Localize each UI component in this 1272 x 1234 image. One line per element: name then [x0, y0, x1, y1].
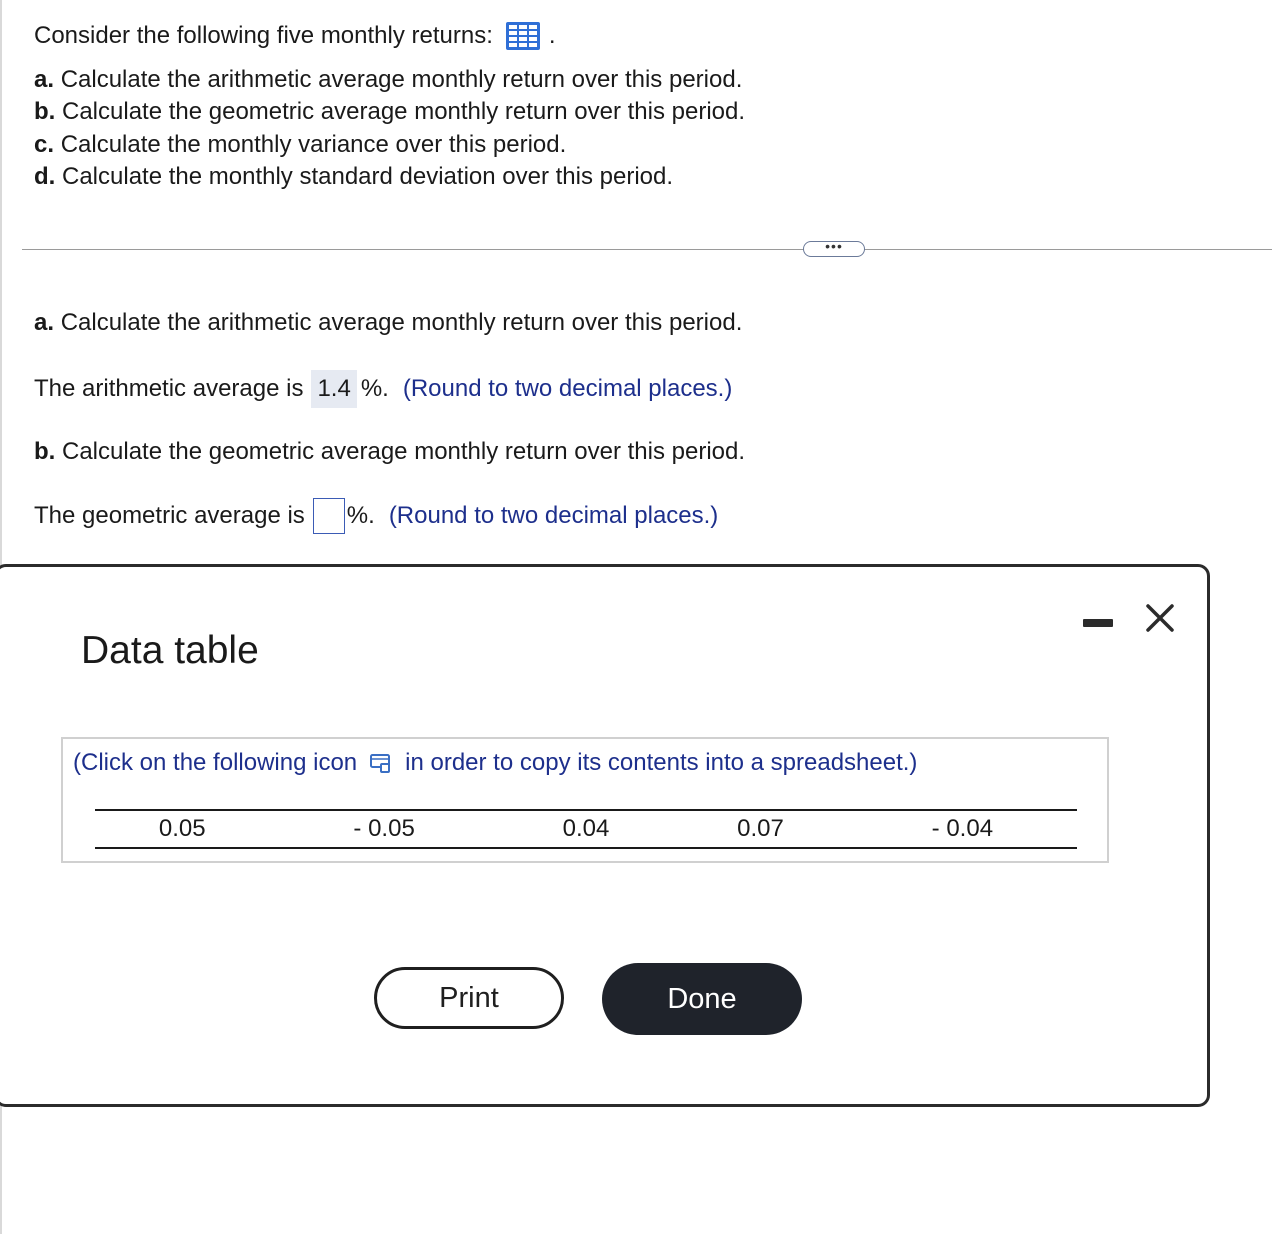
copy-hint [73, 749, 917, 777]
answer-a-prefix: The arithmetic average is [34, 375, 304, 402]
dialog-title: Data table [81, 629, 259, 672]
return-cell: 0.07 [673, 810, 848, 848]
answer-b-input[interactable] [313, 498, 345, 534]
question-intro [34, 20, 556, 52]
copy-hint-after: in order to copy its contents into a spreadsheet.) [405, 749, 918, 776]
minimize-icon[interactable] [1083, 619, 1113, 627]
answer-b-prefix: The geometric average is [34, 502, 305, 529]
answer-a-hint: (Round to two decimal places.) [402, 375, 733, 402]
question-part-b: b. Calculate the geometric average monthly return over this period. [34, 98, 746, 126]
close-icon[interactable] [1143, 601, 1177, 635]
question-intro-text: Consider the following five monthly returns: [34, 22, 493, 49]
answer-b-suffix: %. [346, 502, 375, 529]
answer-a-line [34, 370, 732, 408]
return-cell: - 0.04 [848, 810, 1077, 848]
answer-a-input[interactable]: 1.4 [311, 370, 356, 408]
question-parts [34, 64, 745, 193]
question-part-d: d. Calculate the monthly standard deviation over this period. [34, 162, 674, 190]
section-divider [22, 249, 1272, 250]
answer-b-line [34, 498, 718, 534]
answer-b-heading: b. Calculate the geometric average monthly return over this period. [34, 438, 746, 465]
answer-b-hint: (Round to two decimal places.) [388, 502, 719, 529]
question-part-a: a. Calculate the arithmetic average monthly return over this period. [34, 66, 743, 93]
table-row [95, 810, 1077, 848]
expand-more-button[interactable]: ••• [803, 241, 865, 257]
returns-table [95, 809, 1077, 849]
copy-hint-before: (Click on the following icon [73, 749, 358, 776]
return-cell: - 0.05 [270, 810, 499, 848]
data-table-dialog [0, 564, 1210, 1107]
print-button[interactable]: Print [374, 967, 564, 1029]
data-table-container [61, 737, 1109, 863]
answer-a-heading: a. Calculate the arithmetic average monthly return over this period. [34, 309, 743, 336]
return-cell: 0.05 [95, 810, 270, 848]
question-part-c: c. Calculate the monthly variance over this period. [34, 130, 567, 158]
done-button[interactable]: Done [602, 963, 802, 1035]
data-grid-icon[interactable] [505, 21, 541, 51]
copy-icon[interactable] [369, 752, 393, 774]
return-cell: 0.04 [499, 810, 674, 848]
intro-period: . [548, 22, 556, 49]
answer-a-suffix: %. [360, 375, 389, 402]
